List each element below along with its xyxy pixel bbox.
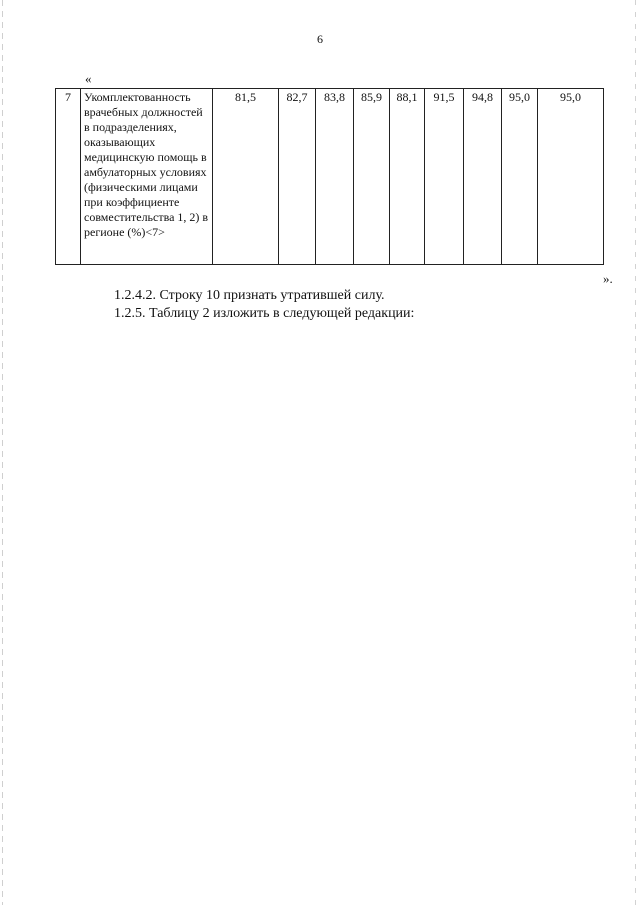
indicator-name: Укомплектованность врачебных должностей в подразделениях, оказывающих медицинскую помощь в амбулаторных условиях (физическими лицами при коэффициенте совместительства 1, 2) в регионе (%)<7>: [81, 89, 213, 265]
page-number: 6: [317, 32, 323, 46]
table-row: [56, 89, 604, 265]
value-cell: 85,9: [354, 89, 390, 265]
value-cell: 95,0: [502, 89, 538, 265]
row-number: 7: [56, 89, 81, 265]
scan-edge-right: [635, 0, 636, 905]
value-cell: 82,7: [279, 89, 316, 265]
value-cell: 91,5: [425, 89, 464, 265]
value-cell: 95,0: [538, 89, 604, 265]
indicator-table: [55, 88, 604, 265]
scan-edge-left: [2, 0, 3, 905]
value-cell: 83,8: [316, 89, 354, 265]
paragraph-1-2-5: 1.2.5. Таблицу 2 изложить в следующей редакции:: [114, 306, 415, 321]
closing-quote: ».: [603, 271, 613, 286]
value-cell: 94,8: [464, 89, 502, 265]
paragraph-1-2-4-2: 1.2.4.2. Строку 10 признать утратившей силу.: [114, 288, 385, 303]
value-cell: 88,1: [390, 89, 425, 265]
opening-quote: «: [85, 71, 92, 86]
value-cell: 81,5: [213, 89, 279, 265]
